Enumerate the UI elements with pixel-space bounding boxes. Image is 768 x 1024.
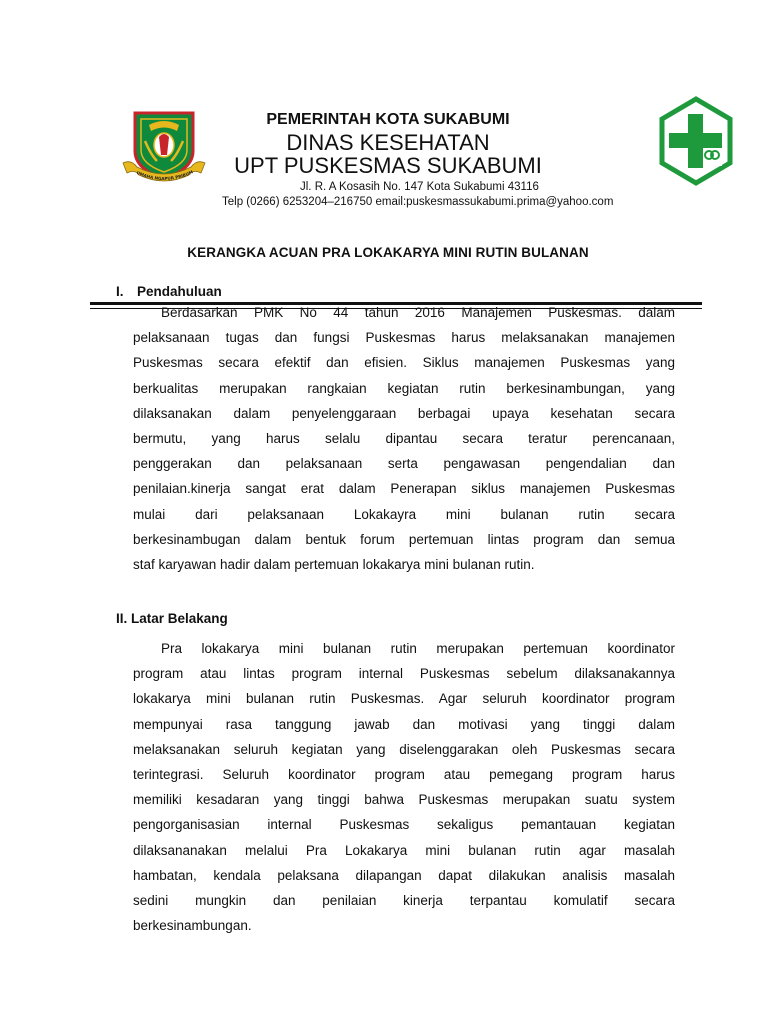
address-line: Jl. R. A Kosasih No. 147 Kota Sukabumi 43116: [300, 181, 539, 193]
contact-line: Telp (0266) 6253204–216750 email:puskesmassukabumi.prima@yahoo.com: [222, 196, 614, 208]
paragraph-line: program atau lintas program internal Puskesmas sebelum dilaksanakannya: [133, 666, 675, 682]
paragraph-line: Pra lokakarya mini bulanan rutin merupakan pertemuan koordinator: [161, 641, 675, 656]
paragraph-line: mulai dari pelaksanaan Lokakayra mini bulanan rutin secara: [133, 506, 675, 522]
paragraph-line: penilaian.kinerja sangat erat dalam Penerapan siklus manajemen Puskesmas: [133, 481, 675, 497]
paragraph-line: mempunyai rasa tanggung jawab dan motivasi yang tinggi dalam: [133, 716, 675, 732]
section-2-paragraph: [133, 636, 675, 938]
paragraph-line: dilaksananakan melalui Pra Lokakarya mini bulanan rutin agar masalah: [133, 842, 675, 858]
paragraph-line: bermutu, yang harus selalu dipantau secara teratur perencanaan,: [133, 430, 675, 446]
section-1-heading: [116, 284, 222, 299]
paragraph-line: staf karyawan hadir dalam pertemuan lokakarya mini bulanan rutin.: [133, 556, 535, 572]
paragraph-line: Berdasarkan PMK No 44 tahun 2016 Manajemen Puskesmas. dalam: [161, 305, 675, 320]
paragraph-line: dilaksanakan dalam penyelenggaraan berbagai upaya kesehatan secara: [133, 405, 675, 421]
government-name: PEMERINTAH KOTA SUKABUMI: [266, 111, 510, 128]
paragraph-line: terintegrasi. Seluruh koordinator program atau pemegang program harus: [133, 766, 675, 782]
paragraph-line: berkualitas merupakan rangkaian kegiatan rutin berkesinambungan, yang: [133, 380, 675, 396]
section-1-paragraph: [133, 300, 675, 577]
agency-name: DINAS KESEHATAN: [286, 130, 490, 155]
paragraph-line: berkesinambungan.: [133, 918, 252, 934]
paragraph-line: memiliki kesadaran yang tinggi bahwa Puskesmas merupakan suatu system: [133, 792, 675, 808]
paragraph-line: melaksanakan seluruh kegiatan yang diselenggarakan oleh Puskesmas secara: [133, 741, 675, 757]
section-1-number: I.: [116, 284, 124, 299]
emblem-ribbon-text: UMAHA NGAPUR PRIBUM: [135, 169, 194, 182]
paragraph-line: pengorganisasian internal Puskesmas sekaligus pemantauan kegiatan: [133, 817, 675, 833]
paragraph-line: hambatan, kendala pelaksana dilapangan dapat dilakukan analisis masalah: [133, 867, 675, 883]
paragraph-line: Puskesmas secara efektif dan efisien. Siklus manajemen Puskesmas yang: [133, 355, 675, 371]
section-1-title: Pendahuluan: [137, 284, 222, 299]
paragraph-line: lokakarya mini bulanan rutin Puskesmas. Agar seluruh koordinator program: [133, 691, 675, 707]
institution-name: UPT PUSKESMAS SUKABUMI: [234, 153, 542, 178]
paragraph-line: penggerakan dan pelaksanaan serta pengawasan pengendalian dan: [133, 456, 675, 472]
paragraph-line: pelaksanaan tugas dan fungsi Puskesmas harus melaksanakan manajemen: [133, 330, 675, 346]
section-2-heading: II. Latar Belakang: [116, 611, 228, 626]
paragraph-line: berkesinambugan dalam bentuk forum pertemuan lintas program dan semua: [133, 531, 675, 547]
paragraph-line: sedini mungkin dan penilaian kinerja terpantau komulatif secara: [133, 892, 675, 908]
document-title: KERANGKA ACUAN PRA LOKAKARYA MINI RUTIN BULANAN: [187, 245, 589, 260]
